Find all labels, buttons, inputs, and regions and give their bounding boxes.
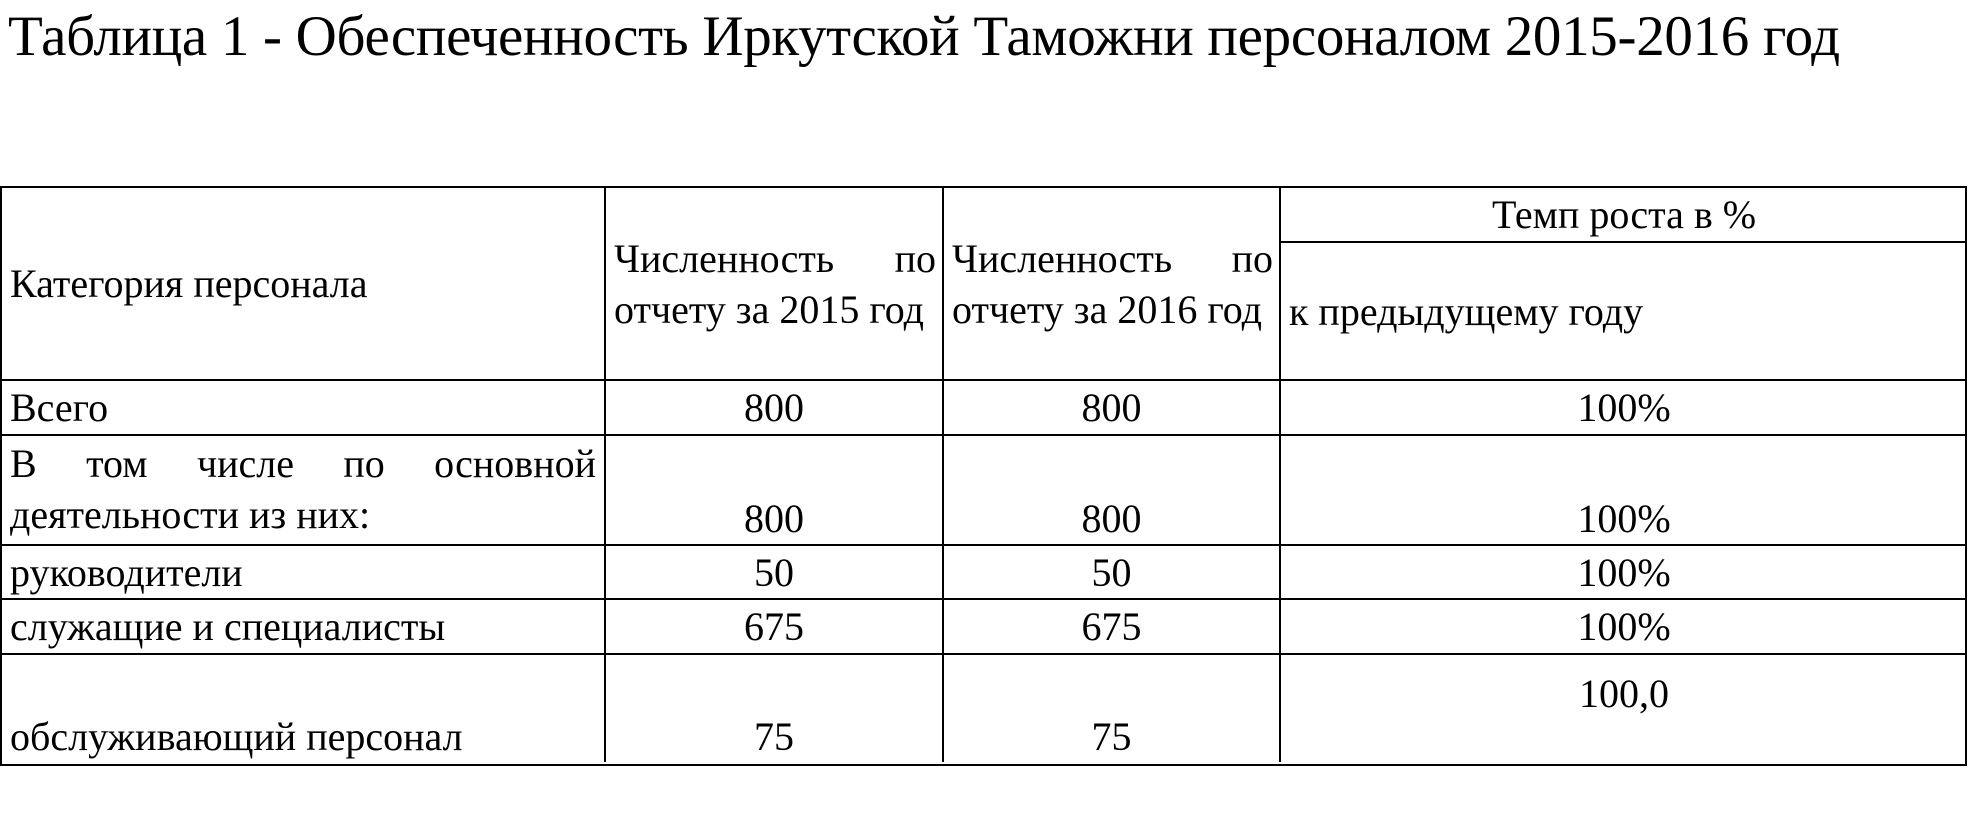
table-row-core-category-label: В том числе по основной деятельности из них:	[10, 441, 596, 537]
table-row-core-2016: 800	[944, 436, 1281, 546]
table-row-service-2016: 75	[944, 655, 1281, 762]
table-row-managers-2016: 50	[944, 546, 1281, 600]
header-count-2016	[944, 188, 1281, 381]
table-row-total-2016: 800	[944, 381, 1281, 436]
header-category	[2, 188, 606, 381]
table-row-service-growth: 100,0	[1579, 671, 1669, 716]
table-row-specialists-2015: 675	[606, 600, 944, 655]
header-growth-rate-sub-label: к предыдущему году	[1289, 288, 1644, 334]
table-row-managers-2015: 50	[606, 546, 944, 600]
table-row-managers-growth: 100%	[1281, 546, 1967, 600]
table-row-core-growth: 100%	[1281, 436, 1967, 546]
table-row-total-2015: 800	[606, 381, 944, 436]
table-row-service-category: обслуживающий персонал	[2, 655, 606, 762]
staffing-table	[0, 186, 1967, 766]
document-title: Таблица 1 - Обеспеченность Иркутской Таможни персоналом 2015-2016 год	[8, 5, 1840, 68]
header-category-label: Категория персонала	[10, 261, 368, 306]
header-count-2015-label: Численность по отчету за 2015 год	[614, 235, 936, 332]
table-row-specialists-category: служащие и специалисты	[2, 600, 606, 655]
table-row-total-category: Всего	[2, 381, 606, 436]
header-count-2016-label: Численность по отчету за 2016 год	[952, 235, 1273, 332]
table-row-specialists-growth: 100%	[1281, 600, 1967, 655]
table-row-specialists-2016: 675	[944, 600, 1281, 655]
table-row-service-2015: 75	[606, 655, 944, 762]
header-growth-rate	[1281, 188, 1967, 243]
table-row-core-category	[2, 436, 606, 546]
table-row-core-2015: 800	[606, 436, 944, 546]
header-count-2015	[606, 188, 944, 381]
header-growth-rate-sub	[1281, 243, 1967, 381]
header-growth-rate-label: Темп роста в %	[1491, 192, 1757, 237]
table-row-managers-category: руководители	[2, 546, 606, 600]
table-row-total-growth: 100%	[1281, 381, 1967, 436]
